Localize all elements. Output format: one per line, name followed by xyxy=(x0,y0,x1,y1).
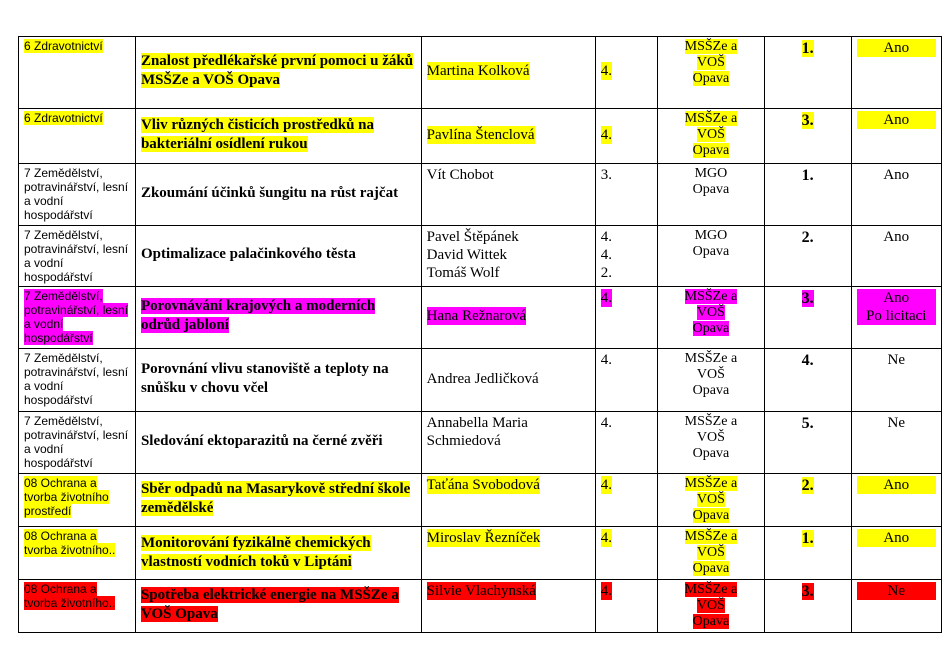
table-row xyxy=(19,109,942,164)
grade-text: 4. xyxy=(600,415,612,431)
table-row xyxy=(19,37,942,109)
advance-cell xyxy=(851,412,941,474)
grade-cell xyxy=(595,580,657,633)
grades xyxy=(601,126,612,144)
place-cell xyxy=(764,109,851,164)
project-title-wrap xyxy=(141,39,416,103)
project-title-cell xyxy=(135,580,421,633)
school xyxy=(679,39,743,87)
student-name-text: Taťána Svobodová xyxy=(426,477,540,493)
grade xyxy=(601,126,612,144)
student-name-text: Pavel Štěpánek xyxy=(426,229,519,245)
project-title xyxy=(141,480,416,518)
grade-text: 4. xyxy=(600,352,612,368)
student-names xyxy=(427,166,494,184)
advance xyxy=(857,228,936,246)
school xyxy=(679,228,743,260)
field-cell xyxy=(19,287,136,349)
grade xyxy=(601,529,612,547)
grades xyxy=(601,476,612,494)
grade-wrap xyxy=(601,166,652,220)
student-name xyxy=(427,62,530,80)
student-names xyxy=(427,370,539,388)
school-cell xyxy=(657,349,764,412)
advance-text: Ne xyxy=(857,582,936,600)
advance-text: Po licitaci xyxy=(857,307,936,325)
grade-wrap xyxy=(601,289,652,343)
school-cell xyxy=(657,412,764,474)
student-names xyxy=(427,62,530,80)
project-title-wrap xyxy=(141,529,416,572)
place-cell xyxy=(764,164,851,226)
project-title-cell xyxy=(135,109,421,164)
school xyxy=(679,414,743,462)
student-names xyxy=(427,582,536,600)
results-table xyxy=(18,36,942,633)
student-names xyxy=(427,414,590,450)
school-cell xyxy=(657,164,764,226)
student-name-cell xyxy=(421,37,595,109)
school xyxy=(679,166,743,198)
project-title-wrap xyxy=(141,111,416,158)
grade xyxy=(601,62,612,80)
school-text: MGO Opava xyxy=(692,228,730,259)
grades xyxy=(601,166,612,184)
advance xyxy=(857,39,936,57)
grade-wrap xyxy=(601,476,652,518)
project-title-text: Spotřeba elektrické energie na MSŠZe a VOŠ Opava xyxy=(140,587,399,622)
grade-wrap xyxy=(601,228,652,282)
project-title-wrap xyxy=(141,476,416,518)
student-name-text: Miroslav Řezníček xyxy=(426,530,541,546)
field-cell xyxy=(19,580,136,633)
student-name-text: Hana Režnarová xyxy=(426,308,527,324)
project-title-cell xyxy=(135,474,421,527)
place-text: 1. xyxy=(801,40,814,57)
advance-cell xyxy=(851,349,941,412)
place-cell xyxy=(764,412,851,474)
table-row xyxy=(19,226,942,287)
grades xyxy=(601,289,612,307)
student-name-cell xyxy=(421,527,595,580)
grade-text: 4. xyxy=(600,583,612,599)
school-text: MSŠZe a VOŠ Opava xyxy=(684,39,738,86)
student-name-wrap xyxy=(427,111,590,158)
school-cell xyxy=(657,109,764,164)
advance-cell xyxy=(851,527,941,580)
grade-text: 4. xyxy=(600,229,612,245)
project-title-wrap xyxy=(141,582,416,624)
school xyxy=(679,111,743,159)
place-text: 2. xyxy=(801,229,814,246)
student-name-text: Annabella Maria Schmiedová xyxy=(426,415,528,449)
student-name xyxy=(427,228,519,246)
grade-cell xyxy=(595,109,657,164)
advance-cell xyxy=(851,37,941,109)
advance-cell xyxy=(851,287,941,349)
advance xyxy=(857,529,936,547)
advance-text: Ne xyxy=(887,352,906,368)
school-text: MSŠZe a VOŠ Opava xyxy=(684,289,738,336)
field-text: 6 Zdravotnictví xyxy=(24,39,103,53)
table-row xyxy=(19,474,942,527)
field-cell xyxy=(19,349,136,412)
field-text: 6 Zdravotnictví xyxy=(24,111,103,125)
school-cell xyxy=(657,37,764,109)
student-name xyxy=(427,166,494,184)
field-text: 7 Zemědělství, potravinářství, lesní a vodní hospodářství xyxy=(24,166,129,222)
grade-text: 4. xyxy=(600,530,612,546)
project-title-text: Znalost předlékařské první pomoci u žáků MSŠZe a VOŠ Opava xyxy=(140,53,414,88)
project-title-text: Optimalizace palačinkového těsta xyxy=(140,246,356,262)
grade xyxy=(601,246,612,264)
grade-cell xyxy=(595,37,657,109)
grade-cell xyxy=(595,226,657,287)
field-cell xyxy=(19,412,136,474)
field-text: 08 Ochrana a tvorba životního.. xyxy=(24,582,116,610)
project-title-cell xyxy=(135,164,421,226)
student-name-wrap xyxy=(427,166,590,220)
grade xyxy=(601,166,612,184)
student-name xyxy=(427,370,539,388)
project-title-cell xyxy=(135,412,421,474)
school-cell xyxy=(657,226,764,287)
student-name-wrap xyxy=(427,351,590,406)
school-text: MSŠZe a VOŠ Opava xyxy=(684,529,738,576)
grade-cell xyxy=(595,164,657,226)
student-name-text: Tomáš Wolf xyxy=(426,265,500,281)
student-name-cell xyxy=(421,349,595,412)
table-row xyxy=(19,349,942,412)
place-cell xyxy=(764,527,851,580)
student-name-text: Martina Kolková xyxy=(426,63,530,79)
field-cell xyxy=(19,109,136,164)
project-title-wrap xyxy=(141,166,416,220)
field-text: 7 Zemědělství, potravinářství, lesní a vodní hospodářství xyxy=(24,228,129,284)
grade-wrap xyxy=(601,111,652,158)
advance xyxy=(857,307,936,325)
student-name-text: Silvie Vlachynská xyxy=(426,583,536,599)
school-text: MGO Opava xyxy=(692,166,730,197)
project-title xyxy=(141,360,416,398)
place-text: 3. xyxy=(801,112,814,129)
advance-text: Ano xyxy=(883,167,910,183)
grade-cell xyxy=(595,287,657,349)
project-title xyxy=(141,116,416,154)
school-text: MSŠZe a VOŠ Opava xyxy=(684,111,738,158)
student-name xyxy=(427,414,590,450)
grade-text: 4. xyxy=(600,247,612,263)
place-cell xyxy=(764,287,851,349)
grade-text: 2. xyxy=(600,265,612,281)
place-text: 3. xyxy=(801,583,814,600)
student-name-text: Vít Chobot xyxy=(426,167,494,183)
student-name-cell xyxy=(421,226,595,287)
field-text: 7 Zemědělství, potravinářství, lesní a vodní hospodářství xyxy=(24,351,129,407)
student-name xyxy=(427,246,519,264)
grade xyxy=(601,582,612,600)
school xyxy=(679,582,743,630)
advance-text: Ano xyxy=(857,289,936,307)
school xyxy=(679,476,743,524)
student-name-cell xyxy=(421,287,595,349)
grade-wrap xyxy=(601,414,652,468)
place-cell xyxy=(764,580,851,633)
student-name-wrap xyxy=(427,529,590,572)
advance-text: Ano xyxy=(857,476,936,494)
grade-wrap xyxy=(601,582,652,624)
grade xyxy=(601,228,612,246)
grade-wrap xyxy=(601,351,652,406)
field-cell xyxy=(19,164,136,226)
student-name-wrap xyxy=(427,39,590,103)
grades xyxy=(601,582,612,600)
school-text: MSŠZe a VOŠ Opava xyxy=(684,476,738,523)
table-row xyxy=(19,580,942,633)
project-title-cell xyxy=(135,226,421,287)
grades xyxy=(601,414,612,432)
field-text: 7 Zemědělství, potravinářství, lesní a vodní hospodářství xyxy=(24,289,129,345)
student-name xyxy=(427,307,527,325)
school-text: MSŠZe a VOŠ Opava xyxy=(684,414,738,461)
grade-wrap xyxy=(601,39,652,103)
project-title xyxy=(141,534,416,572)
grade-cell xyxy=(595,474,657,527)
school-text: MSŠZe a VOŠ Opava xyxy=(684,582,738,629)
student-name-text: Pavlína Štenclová xyxy=(426,126,535,143)
student-names xyxy=(427,228,519,282)
advance xyxy=(857,476,936,494)
student-name xyxy=(427,126,535,144)
project-title xyxy=(141,297,416,335)
school xyxy=(679,529,743,577)
project-title-wrap xyxy=(141,289,416,343)
advance xyxy=(857,351,936,369)
place-text: 5. xyxy=(801,415,814,432)
advance-text: Ne xyxy=(887,415,906,431)
student-name-text: Andrea Jedličková xyxy=(426,370,539,387)
student-name xyxy=(427,476,540,494)
project-title-text: Monitorování fyzikálně chemických vlastností vodních toků v Liptáni xyxy=(140,535,371,570)
student-name xyxy=(427,582,536,600)
student-name-wrap xyxy=(427,289,590,343)
project-title-text: Sběr odpadů na Masarykově střední škole zemědělské xyxy=(140,481,411,516)
school-cell xyxy=(657,474,764,527)
advance-cell xyxy=(851,226,941,287)
grade-text: 4. xyxy=(600,63,612,79)
project-title-text: Vliv různých čisticích prostředků na bakteriální osídlení rukou xyxy=(140,116,375,152)
student-names xyxy=(427,529,541,547)
student-name xyxy=(427,529,541,547)
school-cell xyxy=(657,580,764,633)
grades xyxy=(601,529,612,547)
student-names xyxy=(427,307,527,325)
project-title-text: Zkoumání účinků šungitu na růst rajčat xyxy=(140,184,399,201)
student-name-wrap xyxy=(427,414,590,468)
student-name-wrap xyxy=(427,582,590,624)
grade-text: 4. xyxy=(600,290,612,306)
place-text: 4. xyxy=(801,352,814,369)
project-title-text: Porovnání vlivu stanoviště a teploty na snůšku v chovu včel xyxy=(140,360,389,396)
project-title-cell xyxy=(135,349,421,412)
project-title-cell xyxy=(135,287,421,349)
school-cell xyxy=(657,527,764,580)
advance xyxy=(857,289,936,307)
advance xyxy=(857,582,936,600)
field-text: 08 Ochrana a tvorba životního prostředí xyxy=(24,476,109,518)
grade-cell xyxy=(595,527,657,580)
place-cell xyxy=(764,226,851,287)
advance-text: Ano xyxy=(857,529,936,547)
results-table-body xyxy=(19,37,942,633)
grade xyxy=(601,476,612,494)
advance-cell xyxy=(851,109,941,164)
project-title xyxy=(141,586,416,624)
field-cell xyxy=(19,527,136,580)
grades xyxy=(601,228,612,282)
project-title xyxy=(141,245,356,264)
advance-text: Ano xyxy=(857,39,936,57)
school xyxy=(679,289,743,337)
advance-text: Ano xyxy=(883,229,910,245)
grade xyxy=(601,289,612,307)
student-name-cell xyxy=(421,412,595,474)
field-text: 7 Zemědělství, potravinářství, lesní a vodní hospodářství xyxy=(24,414,129,470)
grade-text: 4. xyxy=(600,477,612,493)
project-title-wrap xyxy=(141,414,416,468)
student-names xyxy=(427,476,540,494)
student-name-cell xyxy=(421,474,595,527)
project-title-wrap xyxy=(141,351,416,406)
project-title-wrap xyxy=(141,228,416,281)
advance-cell xyxy=(851,580,941,633)
school-text: MSŠZe a VOŠ Opava xyxy=(684,351,738,398)
place-text: 2. xyxy=(801,477,814,494)
project-title xyxy=(141,432,383,451)
student-name-text: David Wittek xyxy=(426,247,508,263)
field-cell xyxy=(19,226,136,287)
grade xyxy=(601,414,612,432)
student-name-cell xyxy=(421,580,595,633)
student-name-wrap xyxy=(427,228,590,282)
grades xyxy=(601,62,612,80)
field-cell xyxy=(19,474,136,527)
advance xyxy=(857,111,936,129)
table-row xyxy=(19,164,942,226)
grade-text: 4. xyxy=(600,126,612,143)
grade xyxy=(601,351,612,369)
place-cell xyxy=(764,474,851,527)
project-title-cell xyxy=(135,37,421,109)
school-cell xyxy=(657,287,764,349)
advance-text: Ano xyxy=(857,111,936,129)
table-row xyxy=(19,412,942,474)
table-row xyxy=(19,527,942,580)
project-title-cell xyxy=(135,527,421,580)
advance xyxy=(857,414,936,432)
field-text: 08 Ochrana a tvorba životního.. xyxy=(24,529,116,557)
student-name-cell xyxy=(421,164,595,226)
project-title xyxy=(141,52,416,90)
student-names xyxy=(427,126,535,144)
project-title-text: Porovnávání krajových a moderních odrůd jabloní xyxy=(140,298,376,333)
advance-cell xyxy=(851,164,941,226)
place-cell xyxy=(764,349,851,412)
student-name xyxy=(427,264,519,282)
project-title xyxy=(141,184,398,203)
place-text: 1. xyxy=(801,167,814,184)
grades xyxy=(601,351,612,369)
project-title-text: Sledování ektoparazitů na černé zvěři xyxy=(140,432,383,449)
place-text: 1. xyxy=(801,530,814,547)
grade-cell xyxy=(595,349,657,412)
advance xyxy=(857,166,936,184)
grade-text: 3. xyxy=(600,167,612,183)
advance-cell xyxy=(851,474,941,527)
student-name-wrap xyxy=(427,476,590,518)
field-cell xyxy=(19,37,136,109)
table-row xyxy=(19,287,942,349)
place-cell xyxy=(764,37,851,109)
grade-cell xyxy=(595,412,657,474)
place-text: 3. xyxy=(801,290,814,307)
grade-wrap xyxy=(601,529,652,572)
student-name-cell xyxy=(421,109,595,164)
school xyxy=(679,351,743,399)
grade xyxy=(601,264,612,282)
